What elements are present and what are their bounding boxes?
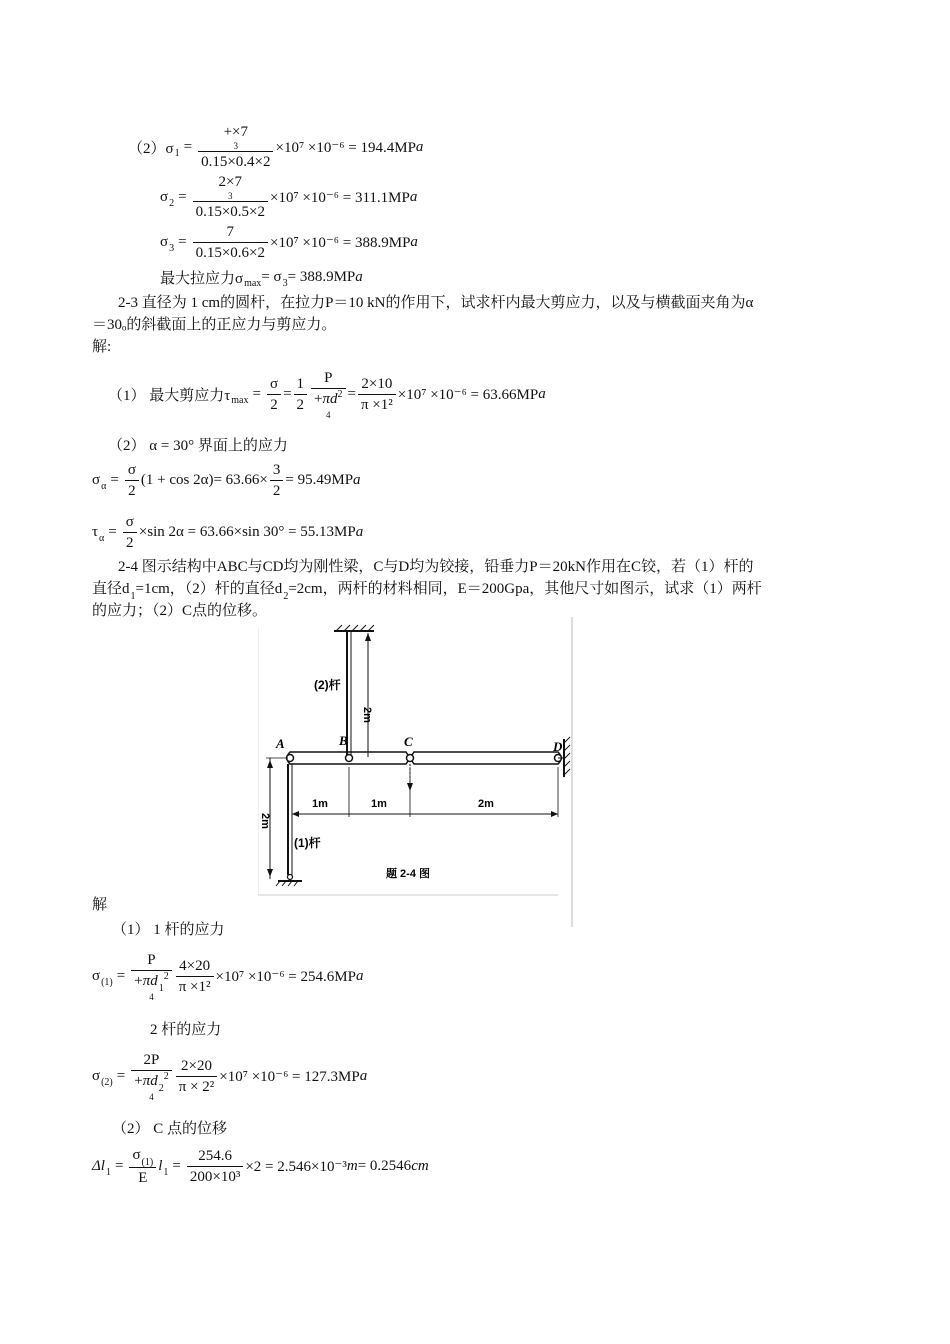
top-support-icon xyxy=(334,625,374,631)
rod2-stress-heading: 2 杆的应力 xyxy=(150,1022,222,1038)
rod1-stress-heading: （1） 1 杆的应力 xyxy=(112,922,225,938)
rod-1-label: (1)杆 xyxy=(294,836,321,850)
solution-label: 解: xyxy=(92,339,112,355)
problem-2-4-line2: 直径$d_1=1cm$，（2）杆的直径$d_2=2cm$，两杆的材料相同，E＝200Gpa，其他尺寸如图示，试求（1）两杆 xyxy=(92,581,762,602)
beam-cd xyxy=(410,752,561,764)
structure-figure xyxy=(258,617,574,927)
c-displacement-equation: Δl 1 = $\frac{\sigma_{(1)}}{E}$ l 1 = $\frac{254.6}{\text{200×10³}}$ ×2 = 2.546×10⁻³ m = 0.2546 cm xyxy=(92,1147,429,1186)
problem-2-4-line3: 的应力；（2）C点的位移。 xyxy=(92,603,268,619)
rod2-stress-equation: σ (2) = 2P $+\pi d_2^2$ 4 $\frac{2\times 20}{\text{π × 2²}}$ ×10⁷ ×10⁻⁶ = 127.3MP a xyxy=(92,1052,368,1102)
max-shear-equation: （1） 最大剪应力τ max = $\frac{\sigma}{2}$ = $\frac{1}{2}$ P $+\pi d^2$ 4 = $\frac{2\times 10}{\text{π ×1²}}$ ×10⁷ ×10⁻⁶ = 63.66MP a xyxy=(108,370,546,420)
problem-2-3-line1: 2-3 直径为 1 cm的圆杆，在拉力P＝10 kN的作用下，试求杆内最大剪应力，以及与横截面夹角为α xyxy=(118,295,754,311)
label-b: B xyxy=(339,733,348,748)
problem-2-4-line1: 2-4 图示结构中ABC与CD均为刚性梁，C与D均为铰接，铅垂力P＝20kN作用在C铰，若（1）杆的 xyxy=(118,559,754,575)
label-a: A xyxy=(276,736,285,751)
hinge-c-icon xyxy=(407,755,414,762)
sigma1-equation: （2）σ 1 = +×7 3 0.15×0.4×2 ×10⁷ ×10⁻⁶ = 194.4MP a xyxy=(128,124,424,170)
hinge-b-icon xyxy=(346,755,353,762)
sigma3-equation: σ 3 = $\frac{7}{0.15\times 0.6\times 2}$ ×10⁷ ×10⁻⁶ = 388.9MP a xyxy=(160,224,418,261)
rod-2-label: (2)杆 xyxy=(314,678,341,692)
sigma2-fraction: 2×7 3 0.15×0.5×2 xyxy=(193,172,268,222)
dim-top-label: 2m xyxy=(361,707,373,723)
alpha-30-heading: （2） α = 30° 界面上的应力 xyxy=(108,438,288,454)
rod1-stress-equation: σ (1) = P $+\pi d_1^2$ 4 $\frac{4\times 20}{\text{π ×1²}}$ ×10⁷ ×10⁻⁶ = 254.6MP a xyxy=(92,952,364,1002)
problem-2-3-line2: ＝30ₒ的斜截面上的正应力与剪应力。 xyxy=(92,317,337,333)
figure-caption: 题 2-4 图 xyxy=(386,868,431,880)
solution-label-2: 解 xyxy=(92,897,108,913)
label-d: D xyxy=(553,739,563,754)
sigma1-fraction: +×7 3 0.15×0.4×2 xyxy=(198,122,273,172)
shear-stress-alpha-equation: τ α = $\frac{\sigma}{2}$ ×sin 2α = 63.66×sin 30° = 55.13MP a xyxy=(92,514,364,551)
structure-diagram xyxy=(258,617,574,927)
c-displacement-heading: （2） C 点的位移 xyxy=(112,1121,228,1137)
sigma3-fraction: $\frac{7}{0.15\times 0.6\times 2}$ xyxy=(193,222,268,263)
dim-left-label: 2m xyxy=(259,813,271,829)
seg3-label: 2m xyxy=(478,798,494,810)
bottom-support-icon xyxy=(276,875,302,887)
max-tensile-line: 最大拉应力σ max = σ 3 = 388.9MP a xyxy=(160,269,363,289)
seg2-label: 1m xyxy=(371,798,387,810)
normal-stress-alpha-equation: σ α = $\frac{\sigma}{2}$ (1 + cos 2α) = 63.66× $\frac{3}{2}$ = 95.49MP a xyxy=(92,462,361,499)
sigma2-equation: σ 2 = 2×7 3 0.15×0.5×2 ×10⁷ ×10⁻⁶ = 311.1MP a xyxy=(160,174,418,220)
label-c: C xyxy=(404,734,413,749)
seg1-label: 1m xyxy=(312,798,328,810)
